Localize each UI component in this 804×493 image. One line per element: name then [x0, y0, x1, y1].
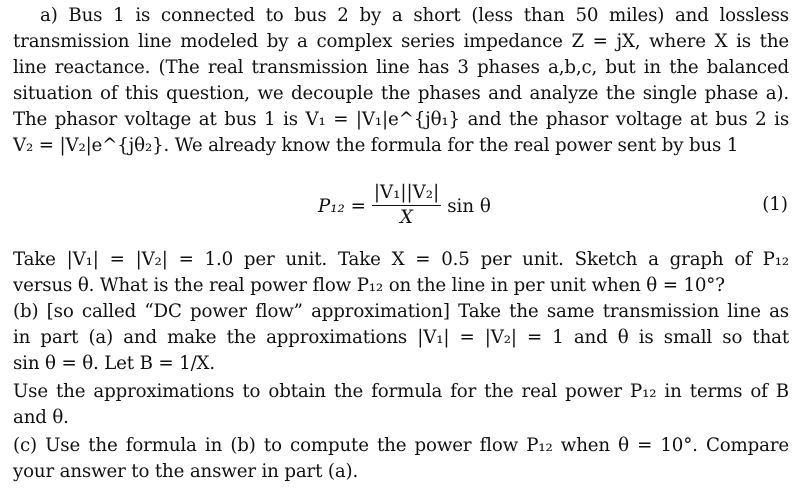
equation-numerator: |V₁||V₂| [372, 182, 441, 206]
equation-lhs: P₁₂ = [318, 195, 366, 217]
part-c-line-1: (c) Use the formula in (b) to compute the power flow P₁₂ when θ = 10°. Compare [13, 435, 789, 456]
part-b-line-5: and θ. [13, 407, 69, 428]
part-a-line-6: V₂ = |V₂|e^{jθ₂}. We already know the formula for the real power sent by bus 1 [13, 135, 739, 156]
part-b-line-1: (b) [so called “DC power flow” approximation] Take the same transmission line as [13, 301, 789, 322]
part-c-line-2: your answer to the answer in part (a). [13, 461, 359, 482]
part-a-line-3: line reactance. (The real transmission line has 3 phases a,b,c, but in the balanced [13, 57, 789, 78]
part-a-after-line-2: versus θ. What is the real power flow P₁₂ on the line in per unit when θ = 10°? [13, 275, 725, 296]
equation-fraction [372, 182, 441, 230]
part-a-line-1: a) Bus 1 is connected to bus 2 by a short (less than 50 miles) and lossless [40, 5, 789, 26]
equation-number: (1) [762, 194, 788, 215]
part-b-line-4: Use the approximations to obtain the formula for the real power P₁₂ in terms of B [13, 381, 789, 402]
part-a-line-2: transmission line modeled by a complex series impedance Z = jX, where X is the [13, 31, 789, 52]
part-b-line-3: sin θ = θ. Let B = 1/X. [13, 353, 215, 374]
part-a-line-4: situation of this question, we decouple the phases and analyze the single phase a). [13, 83, 789, 104]
equation-1 [0, 176, 804, 236]
equation-denominator: X [400, 207, 413, 228]
equation-body [318, 176, 491, 236]
equation-rhs: sin θ [447, 195, 491, 217]
part-a-after-line-1: Take |V₁| = |V₂| = 1.0 per unit. Take X = 0.5 per unit. Sketch a graph of P₁₂ [13, 249, 789, 270]
part-b-line-2: in part (a) and make the approximations |V₁| = |V₂| = 1 and θ is small so that [13, 327, 789, 348]
part-a-line-5: The phasor voltage at bus 1 is V₁ = |V₁|e^{jθ₁} and the phasor voltage at bus 2 is [13, 109, 789, 130]
